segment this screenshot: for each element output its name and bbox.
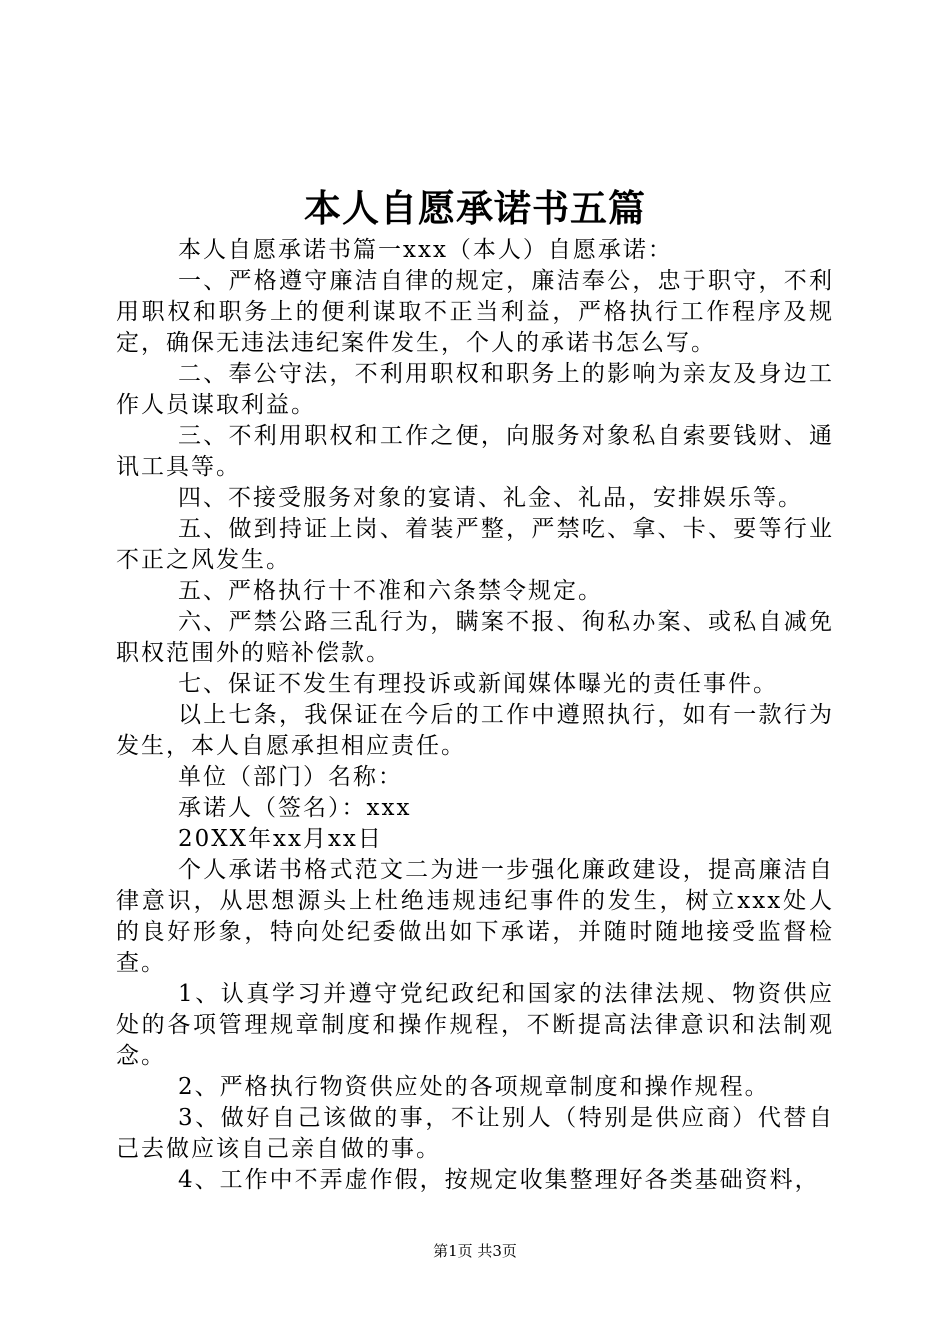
paragraph: 二、奉公守法，不利用职权和职务上的影响为亲友及身边工作人员谋取利益。 xyxy=(116,361,834,418)
document-title: 本人自愿承诺书五篇 xyxy=(304,186,646,230)
signature-line: 承诺人（签名）：xxx xyxy=(178,795,412,821)
paragraph: 4、工作中不弄虚作假，按规定收集整理好各类基础资料， xyxy=(178,1167,820,1193)
paragraph: 1、认真学习并遵守党纪政纪和国家的法律法规、物资供应处的各项管理规章制度和操作规程，不断提高法律意识和法制观念。 xyxy=(116,981,834,1069)
page-footer: 第1页 共3页 xyxy=(433,1242,517,1260)
paragraph: 一、严格遵守廉洁自律的规定，廉洁奉公，忠于职守，不利用职权和职务上的便利谋取不正当利益，严格执行工作程序及规定，确保无违法违纪案件发生，个人的承诺书怎么写。 xyxy=(116,268,834,356)
paragraph: 五、严格执行十不准和六条禁令规定。 xyxy=(178,578,603,604)
paragraph: 三、不利用职权和工作之便，向服务对象私自索要钱财、通讯工具等。 xyxy=(116,423,834,480)
document-body xyxy=(116,235,834,1196)
paragraph: 个人承诺书格式范文二为进一步强化廉政建设，提高廉洁自律意识，从思想源头上杜绝违规违纪事件的发生，树立xxx处人的良好形象，特向处纪委做出如下承诺，并随时随地接受监督检查。 xyxy=(116,857,834,976)
paragraph: 七、保证不发生有理投诉或新闻媒体曝光的责任事件。 xyxy=(178,671,778,697)
paragraph: 2、严格执行物资供应处的各项规章制度和操作规程。 xyxy=(178,1074,770,1100)
date-line: 20XX年xx月xx日 xyxy=(178,826,383,852)
paragraph: 以上七条，我保证在今后的工作中遵照执行，如有一款行为发生，本人自愿承担相应责任。 xyxy=(116,702,834,759)
paragraph: 本人自愿承诺书篇一xxx（本人）自愿承诺： xyxy=(178,237,673,263)
paragraph: 五、做到持证上岗、着装严整，严禁吃、拿、卡、要等行业不正之风发生。 xyxy=(116,516,834,573)
unit-name-line: 单位（部门）名称： xyxy=(178,764,403,790)
paragraph: 六、严禁公路三乱行为，瞒案不报、徇私办案、或私自减免职权范围外的赔补偿款。 xyxy=(116,609,834,666)
paragraph: 3、做好自己该做的事，不让别人（特别是供应商）代替自己去做应该自己亲自做的事。 xyxy=(116,1105,834,1162)
paragraph: 四、不接受服务对象的宴请、礼金、礼品，安排娱乐等。 xyxy=(178,485,803,511)
